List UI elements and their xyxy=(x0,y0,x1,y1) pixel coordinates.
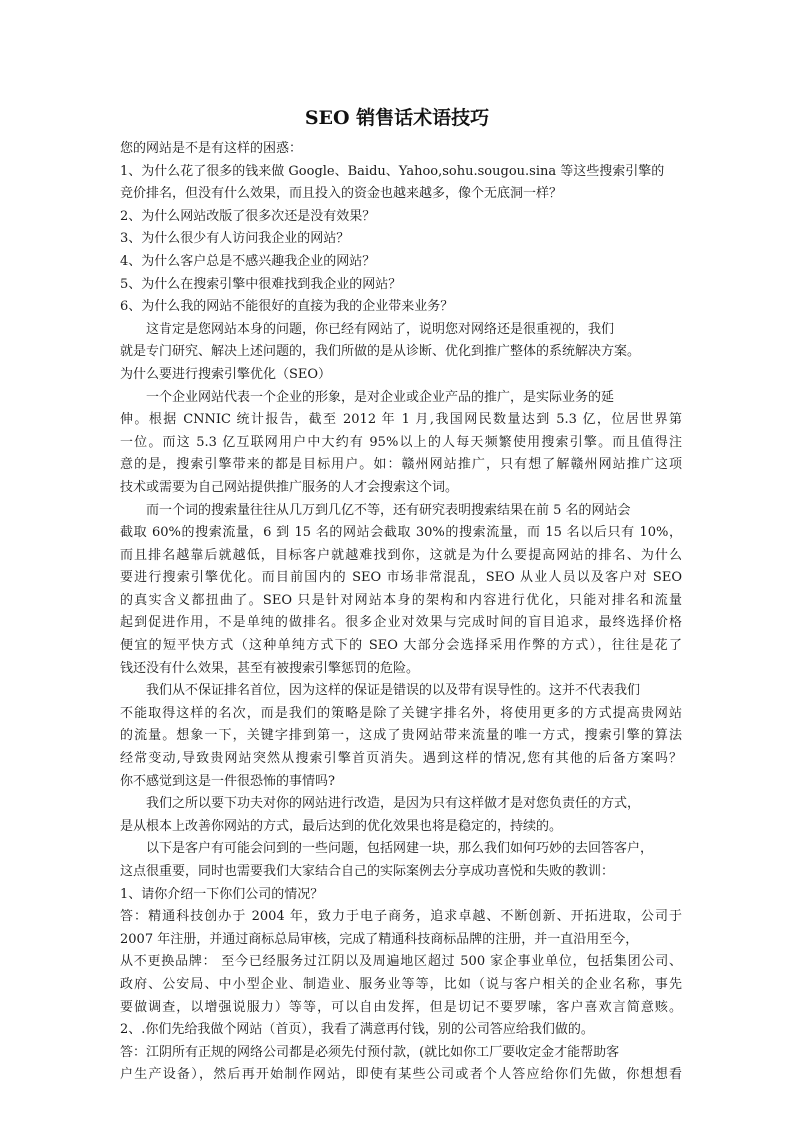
body-text-line: 1、请你介绍一下你们公司的情况？ xyxy=(120,886,324,902)
body-text-line: 3、为什么很少有人访问我企业的网站？ xyxy=(120,231,350,247)
body-text-line: 答：精通科技创办于 2004 年，致力于电子商务，追求卓越、不断创新、开拓进取，公司于 xyxy=(120,909,682,925)
body-text-line: 是从根本上改善你网站的方式，最后达到的优化效果也将是稳定的，持续的。 xyxy=(120,818,563,834)
body-text-line: 我们之所以要下功夫对你的网站进行改造，是因为只有这样做才是对您负责任的方式， xyxy=(146,796,641,812)
body-text-line: 不能取得这样的名次，而是我们的策略是除了关键字排名外，将使用更多的方式提高贵网站 xyxy=(120,705,682,721)
body-text-line: 政府、公安局、中小型企业、制造业、服务业等等，比如（说与客户相关的企业名称，事先 xyxy=(120,976,682,992)
body-text-line: 您的网站是不是有这样的困惑： xyxy=(120,141,303,156)
body-text-line: 起到促进作用，不是单纯的做排名。很多企业对效果与完成时间的盲目追求，最终选择价格 xyxy=(120,615,682,631)
body-text-line: 为什么要进行搜索引擎优化（SEO） xyxy=(120,366,332,382)
body-text-line: 一个企业网站代表一个企业的形象，是对企业或企业产品的推广，是实际业务的延 xyxy=(146,389,615,405)
body-text-line: 这点很重要，同时也需要我们大家结合自己的实际案例去分享成功喜悦和失败的教训： xyxy=(120,864,615,879)
body-text-line: 一位。而这 5.3 亿互联网用户中大约有 95%以上的人每天频繁使用搜索引擎。而且值得注 xyxy=(120,434,682,450)
body-text-line: 意的是，搜索引擎带来的都是目标用户。如：赣州网站推广，只有想了解赣州网站推广这项 xyxy=(120,457,682,473)
body-text-line: 从不更换品牌： 至今已经服务过江阴以及周遍地区超过 500 家企事业单位，包括集团公司、 xyxy=(120,954,682,970)
body-text-line: 钱还没有什么效果，甚至有被搜索引擎惩罚的危险。 xyxy=(120,660,420,676)
body-text-line: 而且排名越靠后就越低，目标客户就越难找到你，这就是为什么要提高网站的排名、为什么 xyxy=(120,547,682,563)
body-text-line: 2、.你们先给我做个网站（首页），我看了满意再付钱，别的公司答应给我们做的。 xyxy=(120,1022,594,1038)
body-text-line: 你不感觉到这是一件很恐怖的事情吗? xyxy=(120,773,335,789)
body-text-line: 的真实含义都扭曲了。SEO 只是针对网站本身的架构和内容进行优化，只能对排名和流量 xyxy=(120,592,682,608)
body-text-line: 这肯定是您网站本身的问题，你已经有网站了，说明您对网络还是很重视的，我们 xyxy=(146,321,615,337)
body-text-line: 要做调查，以增强说服力）等等，可以自由发挥，但是切记不要罗嗦，客户喜欢言简意赅。 xyxy=(120,999,682,1015)
body-text-line: 6、为什么我的网站不能很好的直接为我的企业带来业务？ xyxy=(120,299,454,315)
body-text-line: 要进行搜索引擎优化。而目前国内的 SEO 市场非常混乱，SEO 从业人员以及客户对 SEO xyxy=(120,570,682,586)
body-text-line: 4、为什么客户总是不感兴趣我企业的网站？ xyxy=(120,253,376,269)
body-text-line: 便宜的短平快方式（这种单纯方式下的 SEO 大部分会选择采用作弊的方式），往往是花了 xyxy=(120,638,682,654)
body-text-line: 截取 60%的搜索流量，6 到 15 名的网站会截取 30%的搜索流量，而 15 名以后只有 10%， xyxy=(120,525,682,541)
body-text-line: 技术或需要为自己网站提供推广服务的人才会搜索这个词。 xyxy=(120,479,459,495)
body-text-line: 5、为什么在搜索引擎中很难找到我企业的网站？ xyxy=(120,276,402,292)
body-text-line: 竞价排名，但没有什么效果，而且投入的资金也越来越多，像个无底洞一样？ xyxy=(120,186,563,202)
body-text-line: 户生产设备），然后再开始制作网站，即使有某些公司或者个人答应给你们先做，你想想看 xyxy=(120,1067,682,1083)
body-text-line: 答：江阴所有正规的网络公司都是必须先付预付款，(就比如你工厂要收定金才能帮助客 xyxy=(120,1044,620,1060)
body-text-line: 伸。根据 CNNIC 统计报告，截至 2012 年 1 月,我国网民数量达到 5.3 亿，位居世界第 xyxy=(120,412,682,428)
body-text-line: 以下是客户有可能会问到的一些问题，包括网建一块，那么我们如何巧妙的去回答客户， xyxy=(146,841,654,857)
body-text-line: 1、为什么花了很多的钱来做 Google、Baidu、Yahoo,sohu.sougou.sina 等这些搜索引擎的 xyxy=(120,163,665,179)
body-text-line: 就是专门研究、解决上述问题的，我们所做的是从诊断、优化到推广整体的系统解决方案。 xyxy=(120,344,641,360)
body-text-line: 我们从不保证排名首位，因为这样的保证是错误的以及带有误导性的。这并不代表我们 xyxy=(146,683,641,699)
body-text-line: 经常变动,导致贵网站突然从搜索引擎首页消失。遇到这样的情况,您有其他的后备方案吗？ xyxy=(120,751,682,767)
document-body xyxy=(120,138,682,1087)
body-text-line: 的流量。想象一下，关键字排到第一，这成了贵网站带来流量的唯一方式，搜索引擎的算法 xyxy=(120,728,682,744)
body-text-line: 2、为什么网站改版了很多次还是没有效果？ xyxy=(120,208,376,224)
body-text-line: 2007 年注册，并通过商标总局审核，完成了精通科技商标品牌的注册，并一直沿用至今， xyxy=(120,931,639,947)
document-title: SEO 销售话术语技巧 xyxy=(304,107,490,129)
body-text-line: 而一个词的搜索量往往从几万到几亿不等，还有研究表明搜索结果在前 5 名的网站会 xyxy=(146,502,631,518)
